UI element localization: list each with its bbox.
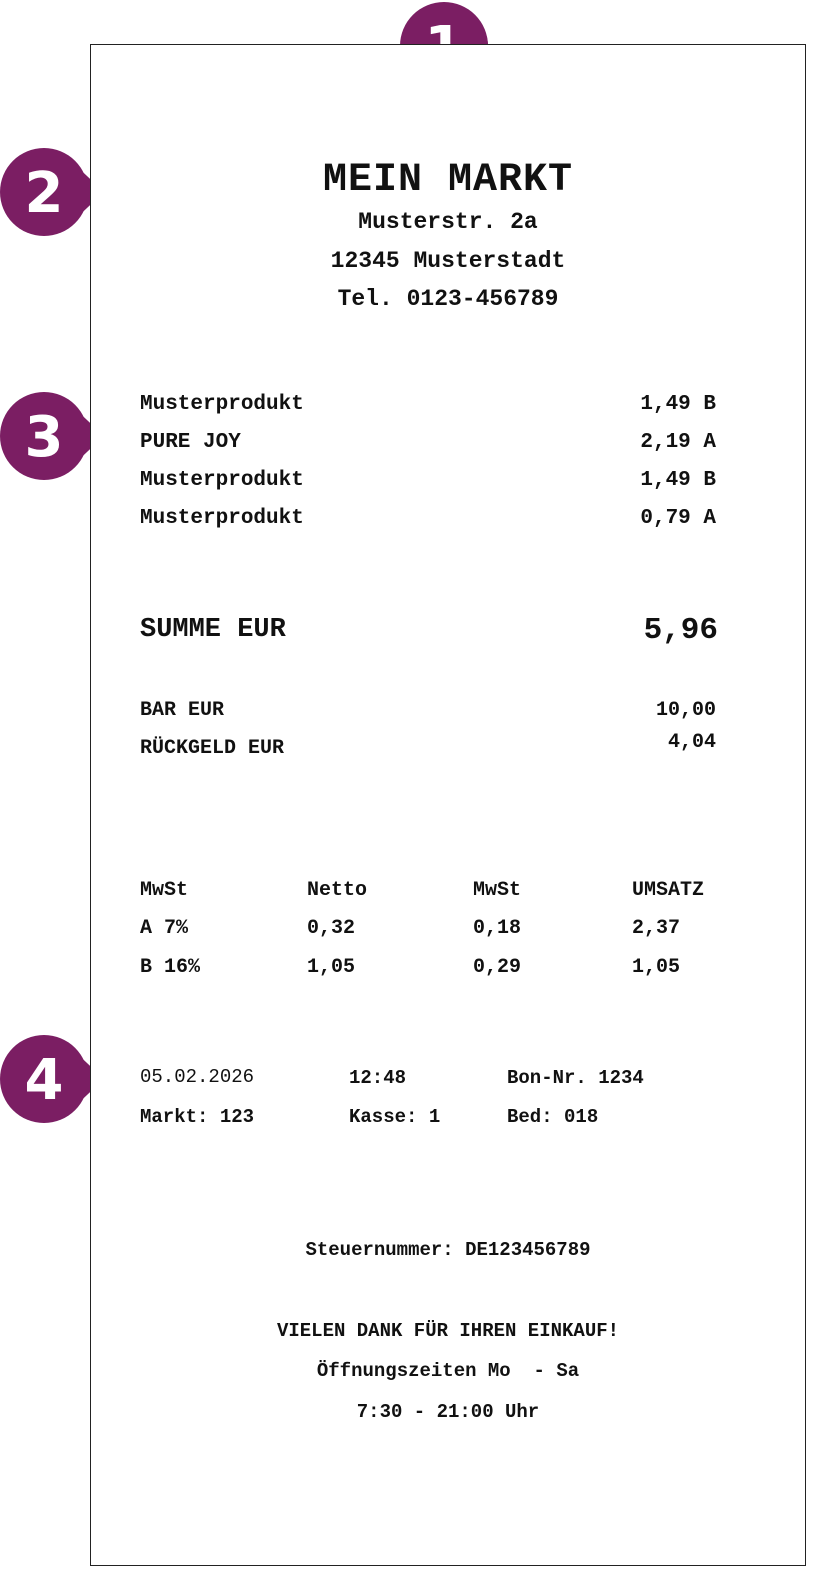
store-street: Musterstr. 2a [358,209,538,235]
change-label: RÜCKGELD EUR [140,737,285,760]
vat-cell: 2,37 [632,917,681,940]
marker-3-label: 3 [24,405,64,470]
receipt-number: Bon-Nr. 1234 [507,1067,644,1089]
store-phone: Tel. 0123-456789 [337,286,559,312]
vat-cell: A 7% [140,917,189,940]
vat-cell: 0,32 [307,917,356,940]
change-value: 4,04 [667,731,716,754]
store-name: MEIN MARKT [322,158,574,203]
item-name: PURE JOY [140,431,241,454]
total-value: 5,96 [643,613,718,648]
vat-cell: B 16% [140,956,201,979]
market-id: Markt: 123 [140,1106,255,1128]
marker-4-shape [0,1027,104,1131]
opening-hours: 7:30 - 21:00 Uhr [356,1401,540,1423]
vat-header: UMSATZ [632,879,705,902]
vat-cell: 1,05 [307,956,356,979]
marker-2 [0,140,104,244]
item-price: 1,49 B [640,469,716,492]
item-price: 1,49 B [640,393,716,416]
marker-2-shape [0,140,104,244]
store-city: 12345 Musterstadt [330,248,566,274]
marker-3 [0,384,104,488]
cash-value: 10,00 [655,699,716,722]
operator-id: Bed: 018 [507,1106,599,1128]
marker-4 [0,1027,104,1131]
vat-cell: 0,18 [473,917,522,940]
tax-number: Steuernummer: DE123456789 [305,1239,591,1261]
vat-cell: 0,29 [473,956,522,979]
item-price: 0,79 A [640,507,716,530]
vat-header: MwSt [140,879,189,902]
opening-hours-label: Öffnungszeiten Mo - Sa [316,1360,580,1382]
register-id: Kasse: 1 [349,1106,441,1128]
marker-4-label: 4 [24,1048,64,1113]
item-price: 2,19 A [640,431,716,454]
vat-header: MwSt [473,879,522,902]
vat-cell: 1,05 [632,956,681,979]
vat-header: Netto [307,879,368,902]
marker-3-shape [0,384,104,488]
cash-label: BAR EUR [140,699,225,722]
thanks-message: VIELEN DANK FÜR IHREN EINKAUF! [276,1320,620,1342]
receipt-date: 05.02.2026 [140,1066,255,1088]
item-name: Musterprodukt [140,393,304,416]
item-name: Musterprodukt [140,507,304,530]
marker-2-label: 2 [24,161,64,226]
receipt-time: 12:48 [349,1067,407,1089]
item-name: Musterprodukt [140,469,304,492]
total-label: SUMME EUR [140,615,286,645]
